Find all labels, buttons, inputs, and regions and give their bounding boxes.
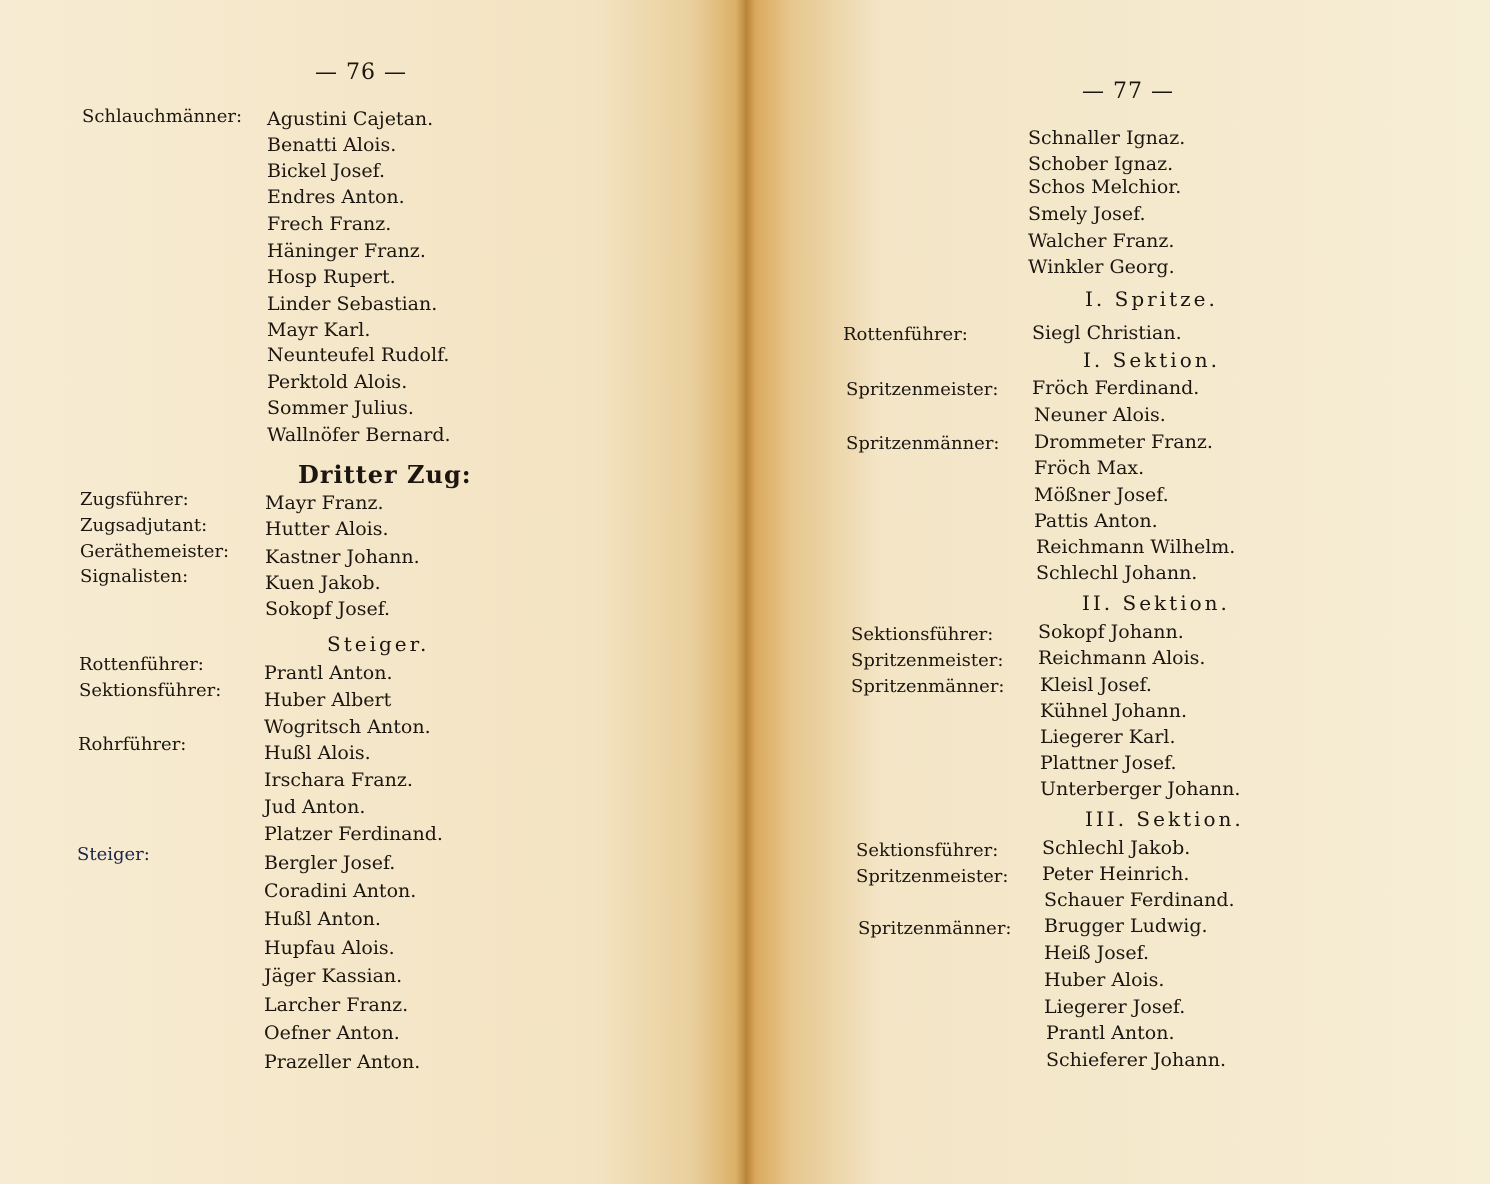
- role-label: Rottenführer:: [843, 324, 968, 345]
- section-heading: II. Sektion.: [1082, 591, 1230, 615]
- member-name: Endres Anton.: [267, 186, 405, 208]
- member-name: Schauer Ferdinand.: [1044, 889, 1235, 911]
- member-name: Smely Josef.: [1028, 203, 1146, 225]
- member-name: Liegerer Josef.: [1044, 996, 1186, 1018]
- page-number: — 76 —: [315, 60, 407, 85]
- role-label: Spritzenmänner:: [858, 918, 1012, 939]
- section-heading: Steiger.: [327, 632, 430, 656]
- role-label: Signalisten:: [80, 566, 189, 587]
- member-name: Jud Anton.: [264, 796, 366, 818]
- member-name: Huber Alois.: [1044, 969, 1165, 991]
- member-name: Fröch Max.: [1034, 457, 1145, 479]
- member-name: Prantl Anton.: [1046, 1022, 1175, 1044]
- member-name: Sokopf Josef.: [265, 598, 391, 620]
- section-heading: III. Sektion.: [1085, 807, 1244, 831]
- role-label: Sektionsführer:: [851, 624, 994, 645]
- member-name: Prantl Anton.: [264, 662, 393, 684]
- member-name: Prazeller Anton.: [264, 1051, 421, 1073]
- member-name: Kühnel Johann.: [1040, 700, 1187, 722]
- member-name: Häninger Franz.: [267, 240, 426, 262]
- member-name: Liegerer Karl.: [1040, 726, 1176, 748]
- member-name: Brugger Ludwig.: [1044, 915, 1208, 937]
- role-label: Spritzenmänner:: [851, 676, 1005, 697]
- member-name: Coradini Anton.: [264, 880, 417, 902]
- member-name: Kuen Jakob.: [265, 572, 381, 594]
- member-name: Wogritsch Anton.: [264, 716, 431, 738]
- member-name: Wallnöfer Bernard.: [267, 424, 451, 446]
- role-label: Spritzenmeister:: [851, 650, 1004, 671]
- role-label: Rottenführer:: [79, 654, 204, 675]
- page-number: — 77 —: [1082, 79, 1174, 104]
- member-name: Fröch Ferdinand.: [1032, 377, 1200, 399]
- member-name: Schlechl Johann.: [1036, 562, 1198, 584]
- member-name: Schober Ignaz.: [1028, 153, 1174, 175]
- role-label: Sektionsführer:: [856, 840, 999, 861]
- member-name: Frech Franz.: [267, 213, 392, 235]
- member-name: Bergler Josef.: [264, 852, 396, 874]
- member-name: Bickel Josef.: [267, 160, 385, 182]
- role-label: Geräthemeister:: [80, 541, 230, 562]
- member-name: Neuner Alois.: [1034, 404, 1166, 426]
- member-name: Walcher Franz.: [1028, 230, 1175, 252]
- member-name: Plattner Josef.: [1040, 752, 1177, 774]
- member-name: Hußl Alois.: [264, 742, 371, 764]
- member-name: Benatti Alois.: [267, 134, 397, 156]
- book-gutter: [736, 0, 756, 1184]
- member-name: Reichmann Wilhelm.: [1036, 536, 1236, 558]
- member-name: Heiß Josef.: [1044, 942, 1150, 964]
- member-name: Siegl Christian.: [1032, 322, 1182, 344]
- role-label: Zugsführer:: [80, 489, 189, 510]
- member-name: Platzer Ferdinand.: [264, 823, 443, 845]
- member-name: Schnaller Ignaz.: [1028, 127, 1186, 149]
- member-name: Huber Albert: [264, 689, 392, 711]
- member-name: Sommer Julius.: [267, 397, 414, 419]
- member-name: Mayr Karl.: [267, 319, 371, 341]
- member-name: Drommeter Franz.: [1034, 431, 1213, 453]
- member-name: Peter Heinrich.: [1042, 863, 1190, 885]
- role-label: Zugsadjutant:: [80, 515, 208, 536]
- role-label: Rohrführer:: [78, 734, 187, 755]
- section-heading: Dritter Zug:: [298, 460, 472, 489]
- member-name: Pattis Anton.: [1034, 510, 1158, 532]
- role-label: Steiger:: [77, 844, 150, 865]
- section-heading: I. Sektion.: [1083, 348, 1220, 372]
- role-label: Spritzenmeister:: [846, 379, 999, 400]
- role-label: Spritzenmänner:: [846, 433, 1000, 454]
- role-label: Spritzenmeister:: [856, 866, 1009, 887]
- member-name: Hosp Rupert.: [267, 266, 396, 288]
- member-name: Sokopf Johann.: [1038, 621, 1184, 643]
- member-name: Mayr Franz.: [265, 492, 384, 514]
- member-name: Jäger Kassian.: [264, 965, 403, 987]
- member-name: Schlechl Jakob.: [1042, 837, 1191, 859]
- member-name: Schos Melchior.: [1028, 176, 1182, 198]
- member-name: Oefner Anton.: [264, 1022, 400, 1044]
- role-label: Schlauchmänner:: [82, 106, 243, 127]
- member-name: Reichmann Alois.: [1038, 647, 1206, 669]
- member-name: Agustini Cajetan.: [267, 108, 434, 130]
- member-name: Kastner Johann.: [265, 546, 420, 568]
- member-name: Perktold Alois.: [267, 371, 408, 393]
- member-name: Mößner Josef.: [1034, 484, 1169, 506]
- member-name: Larcher Franz.: [264, 994, 409, 1016]
- role-label: Sektionsführer:: [79, 680, 222, 701]
- member-name: Unterberger Johann.: [1040, 778, 1241, 800]
- member-name: Irschara Franz.: [264, 769, 413, 791]
- member-name: Kleisl Josef.: [1040, 674, 1152, 696]
- member-name: Schieferer Johann.: [1046, 1049, 1227, 1071]
- member-name: Neunteufel Rudolf.: [267, 344, 450, 366]
- member-name: Hupfau Alois.: [264, 937, 395, 959]
- member-name: Winkler Georg.: [1028, 256, 1175, 278]
- member-name: Hußl Anton.: [264, 908, 381, 930]
- member-name: Linder Sebastian.: [267, 293, 438, 315]
- member-name: Hutter Alois.: [265, 518, 389, 540]
- right-page: [745, 0, 1490, 1184]
- section-heading: I. Spritze.: [1085, 287, 1218, 311]
